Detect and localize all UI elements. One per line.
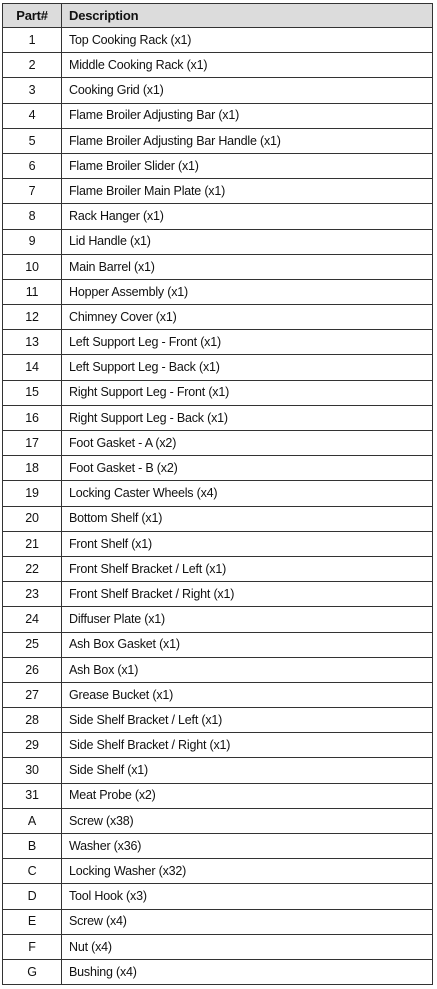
part-description-cell: Flame Broiler Slider (x1) [62, 153, 433, 178]
table-row [3, 556, 433, 581]
table-row [3, 128, 433, 153]
part-description-cell: Side Shelf Bracket / Left (x1) [62, 708, 433, 733]
part-number-cell: 27 [3, 682, 62, 707]
part-number-cell: 4 [3, 103, 62, 128]
part-number-cell: 21 [3, 531, 62, 556]
table-row [3, 456, 433, 481]
part-number-cell: 23 [3, 582, 62, 607]
part-number-cell: 30 [3, 758, 62, 783]
part-description-cell: Rack Hanger (x1) [62, 204, 433, 229]
part-number-cell: 24 [3, 607, 62, 632]
part-description-cell: Foot Gasket - A (x2) [62, 431, 433, 456]
part-description-cell: Middle Cooking Rack (x1) [62, 53, 433, 78]
header-row [3, 4, 433, 28]
part-description-cell: Side Shelf Bracket / Right (x1) [62, 733, 433, 758]
part-description-cell: Nut (x4) [62, 934, 433, 959]
table-row [3, 632, 433, 657]
part-number-cell: 14 [3, 355, 62, 380]
part-description-cell: Right Support Leg - Back (x1) [62, 405, 433, 430]
part-number-cell: A [3, 808, 62, 833]
table-row [3, 884, 433, 909]
table-row [3, 179, 433, 204]
part-number-cell: 8 [3, 204, 62, 229]
part-number-cell: 25 [3, 632, 62, 657]
part-number-cell: 12 [3, 305, 62, 330]
part-number-cell: 20 [3, 506, 62, 531]
table-row [3, 758, 433, 783]
part-number-cell: 9 [3, 229, 62, 254]
table-row [3, 607, 433, 632]
table-row [3, 934, 433, 959]
part-description-cell: Front Shelf Bracket / Left (x1) [62, 556, 433, 581]
part-number-cell: D [3, 884, 62, 909]
part-description-cell: Front Shelf (x1) [62, 531, 433, 556]
part-number-cell: 6 [3, 153, 62, 178]
part-number-cell: 29 [3, 733, 62, 758]
part-description-cell: Ash Box Gasket (x1) [62, 632, 433, 657]
part-description-cell: Ash Box (x1) [62, 657, 433, 682]
part-description-cell: Diffuser Plate (x1) [62, 607, 433, 632]
part-number-cell: 1 [3, 28, 62, 53]
part-description-cell: Top Cooking Rack (x1) [62, 28, 433, 53]
part-number-cell: 13 [3, 330, 62, 355]
part-description-cell: Flame Broiler Main Plate (x1) [62, 179, 433, 204]
table-row [3, 708, 433, 733]
part-number-cell: E [3, 909, 62, 934]
part-description-cell: Left Support Leg - Front (x1) [62, 330, 433, 355]
part-number-cell: 18 [3, 456, 62, 481]
part-description-cell: Hopper Assembly (x1) [62, 279, 433, 304]
table-row [3, 682, 433, 707]
table-row [3, 431, 433, 456]
table-row [3, 254, 433, 279]
table-row [3, 279, 433, 304]
part-description-cell: Locking Washer (x32) [62, 859, 433, 884]
part-number-cell: 19 [3, 481, 62, 506]
part-description-cell: Bottom Shelf (x1) [62, 506, 433, 531]
part-number-cell: 5 [3, 128, 62, 153]
table-row [3, 153, 433, 178]
part-description-cell: Grease Bucket (x1) [62, 682, 433, 707]
table-row [3, 582, 433, 607]
parts-table-header [3, 4, 433, 28]
table-row [3, 204, 433, 229]
part-number-cell: 2 [3, 53, 62, 78]
part-description-cell: Screw (x4) [62, 909, 433, 934]
part-number-cell: 26 [3, 657, 62, 682]
part-number-cell: 10 [3, 254, 62, 279]
part-number-cell: 7 [3, 179, 62, 204]
part-number-cell: 22 [3, 556, 62, 581]
part-description-cell: Foot Gasket - B (x2) [62, 456, 433, 481]
part-description-cell: Bushing (x4) [62, 959, 433, 984]
table-row [3, 834, 433, 859]
part-number-cell: 15 [3, 380, 62, 405]
part-number-cell: B [3, 834, 62, 859]
table-row [3, 481, 433, 506]
parts-table [2, 3, 433, 985]
part-description-cell: Screw (x38) [62, 808, 433, 833]
part-description-cell: Main Barrel (x1) [62, 254, 433, 279]
part-description-cell: Left Support Leg - Back (x1) [62, 355, 433, 380]
table-row [3, 733, 433, 758]
part-number-cell: 3 [3, 78, 62, 103]
part-description-cell: Right Support Leg - Front (x1) [62, 380, 433, 405]
part-number-cell: 11 [3, 279, 62, 304]
header-part-number: Part# [3, 4, 62, 28]
table-row [3, 959, 433, 984]
table-row [3, 405, 433, 430]
table-row [3, 28, 433, 53]
part-description-cell: Lid Handle (x1) [62, 229, 433, 254]
table-row [3, 808, 433, 833]
part-number-cell: 17 [3, 431, 62, 456]
table-row [3, 657, 433, 682]
table-row [3, 305, 433, 330]
parts-table-body [3, 28, 433, 985]
part-description-cell: Flame Broiler Adjusting Bar (x1) [62, 103, 433, 128]
table-row [3, 78, 433, 103]
table-row [3, 330, 433, 355]
part-description-cell: Chimney Cover (x1) [62, 305, 433, 330]
part-description-cell: Flame Broiler Adjusting Bar Handle (x1) [62, 128, 433, 153]
part-number-cell: C [3, 859, 62, 884]
table-row [3, 380, 433, 405]
part-number-cell: G [3, 959, 62, 984]
part-description-cell: Meat Probe (x2) [62, 783, 433, 808]
table-row [3, 783, 433, 808]
part-description-cell: Front Shelf Bracket / Right (x1) [62, 582, 433, 607]
part-description-cell: Locking Caster Wheels (x4) [62, 481, 433, 506]
part-number-cell: 31 [3, 783, 62, 808]
table-row [3, 103, 433, 128]
table-row [3, 506, 433, 531]
part-number-cell: 16 [3, 405, 62, 430]
table-row [3, 229, 433, 254]
part-description-cell: Tool Hook (x3) [62, 884, 433, 909]
part-description-cell: Washer (x36) [62, 834, 433, 859]
table-row [3, 53, 433, 78]
table-row [3, 531, 433, 556]
header-description: Description [62, 4, 433, 28]
table-row [3, 909, 433, 934]
table-row [3, 859, 433, 884]
table-row [3, 355, 433, 380]
part-number-cell: F [3, 934, 62, 959]
part-description-cell: Side Shelf (x1) [62, 758, 433, 783]
part-number-cell: 28 [3, 708, 62, 733]
part-description-cell: Cooking Grid (x1) [62, 78, 433, 103]
